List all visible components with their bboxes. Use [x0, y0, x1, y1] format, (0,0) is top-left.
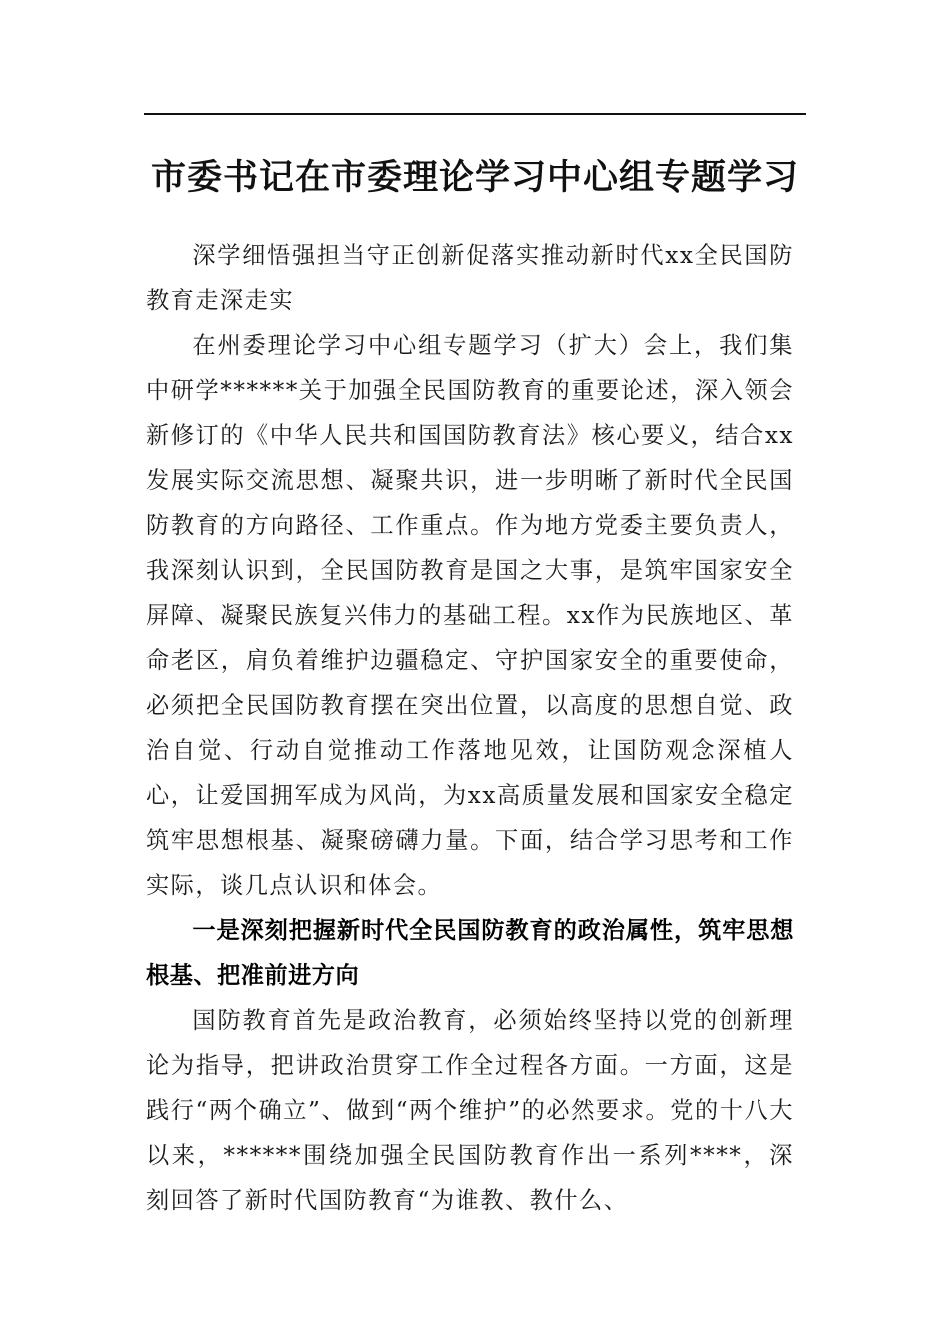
header-rule: [144, 113, 806, 115]
section-heading-1: 一是深刻把握新时代全民国防教育的政治属性，筑牢思想根基、把准前进方向: [146, 917, 794, 989]
document-title: 市委书记在市委理论学习中心组专题学习: [150, 157, 799, 198]
subtitle-paragraph: 深学细悟强担当守正创新促落实推动新时代xx全民国防教育走深走实: [146, 242, 794, 314]
section-1-paragraph: 国防教育首先是政治教育，必须始终坚持以党的创新理论为指导，把讲政治贯穿工作全过程各方面。一方面，这是践行“两个确立”、做到“两个维护”的必然要求。党的十八大以来，******围绕加强全民国防教育作出一系列****，深刻回答了新时代国防教育“为谁教、教什么、: [146, 1007, 794, 1214]
intro-paragraph: 在州委理论学习中心组专题学习（扩大）会上，我们集中研学******关于加强全民国防教育的重要论述，深入领会新修订的《中华人民共和国国防教育法》核心要义，结合xx发展实际交流思想、凝聚共识，进一步明晰了新时代全民国防教育的方向路径、工作重点。作为地方党委主要负责人，我深刻认识到，全民国防教育是国之大事，是筑牢国家安全屏障、凝聚民族复兴伟力的基础工程。xx作为民族地区、革命老区，肩负着维护边疆稳定、守护国家安全的重要使命，必须把全民国防教育摆在突出位置，以高度的思想自觉、政治自觉、行动自觉推动工作落地见效，让国防观念深植人心，让爱国拥军成为风尚，为xx高质量发展和国家安全稳定筑牢思想根基、凝聚磅礴力量。下面，结合学习思考和工作实际，谈几点认识和体会。: [146, 332, 794, 899]
document-body: [146, 233, 794, 1223]
